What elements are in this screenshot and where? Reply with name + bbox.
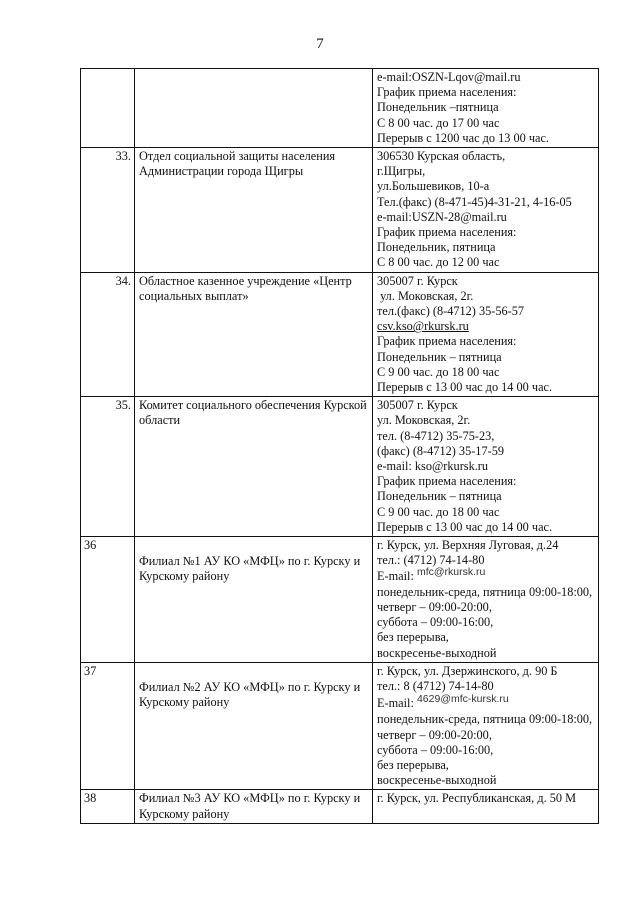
page-number: 7 [316,36,324,52]
institution-name: Филиал №3 АУ КО «МФЦ» по г. Курску и Курскому району [135,790,373,823]
schedule-break: без перерыва, [377,630,449,645]
address-line: ул. Моковская, 2г. [377,413,471,428]
schedule-thursday: четверг – 09:00-20:00, [377,727,492,742]
row-number: 36 [81,537,135,663]
contact-info [373,148,599,273]
schedule-break: без перерыва, [377,757,449,772]
schedule-days: Понедельник – пятница [377,489,502,504]
schedule-saturday: суббота – 09:00-16:00, [377,615,494,630]
table-row [81,272,599,397]
institution-name: Отдел социальной защиты населения Администрации города Щигры [135,148,373,273]
schedule-days: Понедельник –пятница [377,100,499,115]
table-row [81,662,599,790]
email-label: E-mail: [377,568,414,583]
address-line: г. Курск, ул. Дзержинского, д. 90 Б [377,663,558,678]
row-number [81,69,135,148]
phone-line: тел.: 8 (4712) 74-14-80 [377,678,494,693]
institution-name: Областное казенное учреждение «Центр социальных выплат» [135,272,373,397]
table-row [81,69,599,148]
email-label: E-mail: [377,696,414,711]
address-line: ул. Моковская, 2г. [377,288,474,303]
schedule-break: Перерыв с 13 00 час до 14 00 час. [377,519,553,534]
institution-name: Комитет социального обеспечения Курской области [135,397,373,537]
phone-line: тел. (8-4712) 35-75-23, [377,428,495,443]
row-number: 38 [81,790,135,823]
schedule-break: Перерыв с 1200 час до 13 00 час. [377,130,550,145]
institution-name-text: Филиал №2 АУ КО «МФЦ» по г. Курску и Курскому району [139,679,361,709]
address-line: г. Курск, ул. Республиканская, д. 50 М [377,791,577,806]
email-line: e-mail:USZN-28@mail.ru [377,209,507,224]
email-line: e-mail:OSZN-Lqov@mail.ru [377,70,521,84]
schedule-weekdays: понедельник-среда, пятница 09:00-18:00, [377,712,593,727]
table-row [81,148,599,273]
schedule-hours: С 8 00 час. до 12 00 час [377,255,500,270]
contact-info [373,662,599,790]
schedule-heading: График приема населения: [377,85,517,100]
schedule-heading: График приема населения: [377,225,517,240]
contact-info [373,537,599,663]
row-number: 33. [81,148,135,273]
table-row [81,790,599,823]
schedule-hours: С 9 00 час. до 18 00 час [377,504,500,519]
schedule-break: Перерыв с 13 00 час до 14 00 час. [377,380,553,395]
address-line: г. Курск, ул. Верхняя Луговая, д.24 [377,538,559,553]
email-line [377,565,595,585]
row-number: 35. [81,397,135,537]
institution-name [135,662,373,790]
schedule-sunday: воскресенье-выходной [377,773,497,788]
table-row [81,537,599,663]
contact-info [373,397,599,537]
schedule-days: Понедельник – пятница [377,349,502,364]
schedule-weekdays: понедельник-среда, пятница 09:00-18:00, [377,584,593,599]
phone-line: тел.(факс) (8-4712) 35-56-57 [377,304,525,319]
schedule-saturday: суббота – 09:00-16:00, [377,742,494,757]
phone-line: тел.: (4712) 74-14-80 [377,553,485,568]
contact-info [373,69,599,148]
email-link[interactable]: 4629@mfc-kursk.ru [416,693,509,706]
address-line: г.Щигры, [377,164,426,179]
table-row [81,397,599,537]
email-line [377,693,595,712]
schedule-sunday: воскресенье-выходной [377,645,497,660]
phone-line: Тел.(факс) (8-471-45)4-31-21, 4-16-05 [377,194,572,209]
institutions-table [80,68,599,824]
schedule-heading: График приема населения: [377,474,517,489]
row-number: 34. [81,272,135,397]
institution-name-text: Филиал №1 АУ КО «МФЦ» по г. Курску и Курскому району [139,554,361,584]
address-line: 305007 г. Курск [377,273,458,288]
row-number: 37 [81,662,135,790]
schedule-days: Понедельник, пятница [377,240,496,255]
institution-name [135,537,373,663]
email-line: e-mail: kso@rkursk.ru [377,459,489,474]
email-link[interactable]: csv.kso@rkursk.ru [377,319,469,334]
address-line: 306530 Курская область, [377,149,506,164]
address-line: ул.Большевиков, 10-а [377,179,490,194]
contact-info [373,790,599,823]
schedule-hours: С 9 00 час. до 18 00 час [377,364,500,379]
institution-name [135,69,373,148]
schedule-hours: С 8 00 час. до 17 00 час [377,115,500,130]
address-line: 305007 г. Курск [377,398,458,413]
schedule-thursday: четверг – 09:00-20:00, [377,599,492,614]
contact-info [373,272,599,397]
schedule-heading: График приема населения: [377,334,517,349]
email-link[interactable]: mfc@rkursk.ru [416,565,486,578]
fax-line: (факс) (8-4712) 35-17-59 [377,443,504,458]
